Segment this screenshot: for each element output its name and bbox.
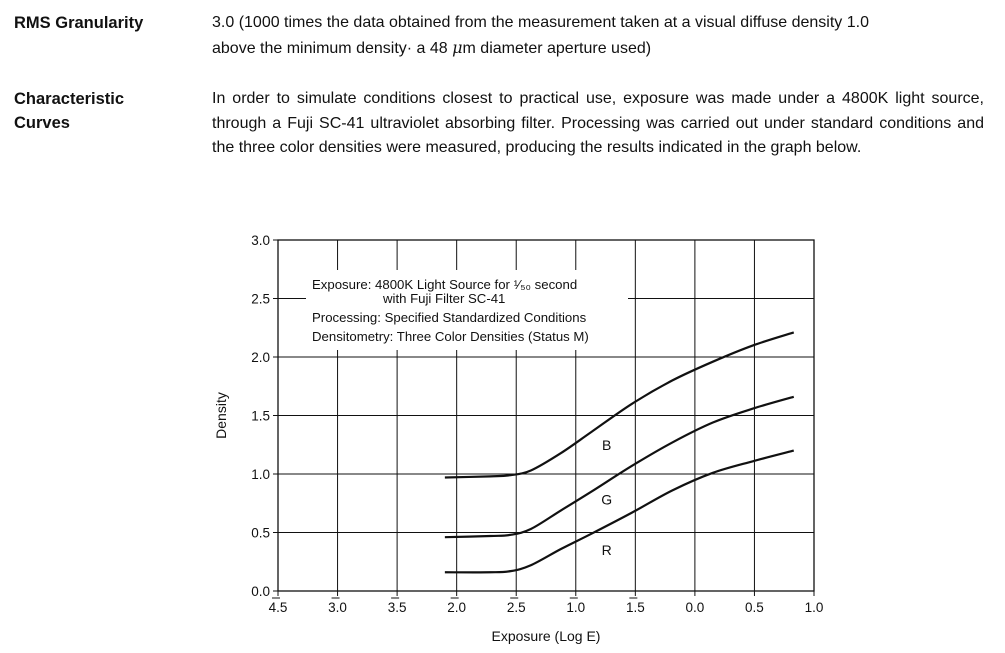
annotation-line: Processing: Specified Standardized Conditions bbox=[312, 310, 587, 325]
y-tick-label: 1.0 bbox=[251, 467, 270, 482]
x-tick-label: 4.5 bbox=[268, 600, 288, 615]
curve-B bbox=[445, 332, 794, 477]
x-tick-label: 1.0 bbox=[566, 600, 586, 615]
x-tick-label: 1.0 bbox=[804, 600, 824, 615]
characteristic-curves-label-line-2: Curves bbox=[14, 114, 70, 132]
curve-G bbox=[445, 397, 794, 537]
curve-label-B: B bbox=[602, 436, 612, 453]
characteristic-curves-label-line-1: Characteristic bbox=[14, 90, 125, 108]
characteristic-curves-text: In order to simulate conditions closest to practical use, exposure was made under a 4800K light source, through a Fuji SC-41 ultraviolet absorbing filter. Processing was carried out under standard conditions and the three color densities were measured, producing the results indicated in the graph below. bbox=[212, 90, 984, 156]
y-tick-label: 1.5 bbox=[251, 408, 270, 424]
rms-text-line-1: 3.0 (1000 times the data obtained from the measurement taken at a visual diffuse density 1.0 bbox=[212, 14, 869, 31]
rms-granularity-label: RMS Granularity bbox=[14, 14, 144, 32]
x-tick-label: 3.0 bbox=[328, 600, 347, 615]
y-tick-label: 2.0 bbox=[251, 350, 270, 365]
x-tick-label: 1.5 bbox=[625, 600, 645, 615]
curve-label-G: G bbox=[601, 491, 613, 508]
annotation-line: Densitometry: Three Color Densities (Status M) bbox=[312, 329, 589, 344]
x-tick-label: 0.5 bbox=[745, 600, 764, 615]
x-tick-label: 2.0 bbox=[447, 600, 467, 615]
rms-text-line-2a: above the minimum density· a 48 bbox=[212, 39, 453, 57]
y-axis-label: Density bbox=[213, 392, 229, 439]
x-tick-label: 0.0 bbox=[685, 600, 705, 615]
curve-label-R: R bbox=[601, 542, 612, 559]
y-tick-label: 3.0 bbox=[251, 233, 270, 248]
annotation-line: with Fuji Filter SC-41 bbox=[383, 291, 506, 306]
y-tick-label: 0.5 bbox=[251, 525, 270, 541]
rms-text-line-2b: m diameter aperture used) bbox=[462, 39, 652, 57]
x-tick-label: 3.5 bbox=[387, 600, 407, 615]
x-axis-label: Exposure (Log E) bbox=[491, 628, 601, 644]
micro-symbol: μ bbox=[452, 37, 463, 57]
y-tick-label: 2.5 bbox=[251, 291, 270, 307]
x-tick-label: 2.5 bbox=[506, 600, 526, 615]
annotation-line: Exposure: 4800K Light Source for ¹⁄₅₀ second bbox=[312, 277, 578, 292]
y-tick-label: 0.0 bbox=[251, 584, 270, 599]
curve-R bbox=[445, 451, 794, 573]
